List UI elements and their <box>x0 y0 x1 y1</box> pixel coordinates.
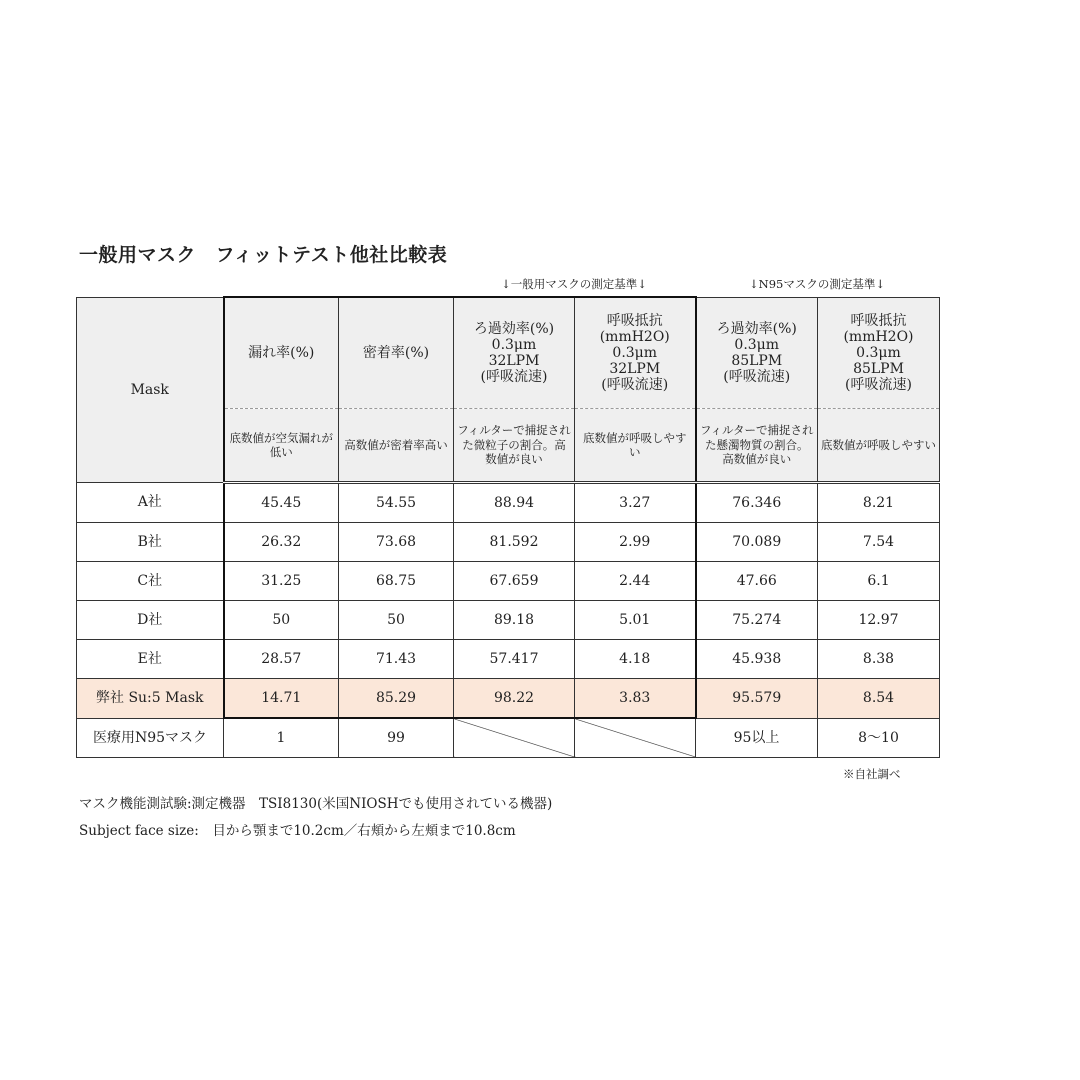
table-cell: 95以上 <box>696 718 818 758</box>
table-cell: 50 <box>224 601 339 640</box>
table-cell: 5.01 <box>575 601 696 640</box>
column-header: ろ過効率(%) 0.3μm 85LPM (呼吸流速) <box>696 297 818 409</box>
row-label: D社 <box>77 601 224 640</box>
table-cell: 50 <box>339 601 454 640</box>
row-label: 弊社 Su:5 Mask <box>77 679 224 719</box>
table-cell: 81.592 <box>454 523 575 562</box>
table-cell: 76.346 <box>696 483 818 523</box>
not-applicable-cell <box>454 718 575 758</box>
column-header: 呼吸抵抗 (mmH2O) 0.3μm 85LPM (呼吸流速) <box>818 297 940 409</box>
table-cell: 7.54 <box>818 523 940 562</box>
general-standard-label: ↓一般用マスクの測定基準↓ <box>501 277 647 291</box>
table-cell: 88.94 <box>454 483 575 523</box>
table-row <box>77 562 940 601</box>
row-label: 医療用N95マスク <box>77 718 224 758</box>
table-cell: 68.75 <box>339 562 454 601</box>
table-row <box>77 718 940 758</box>
table-cell: 2.99 <box>575 523 696 562</box>
table-cell: 75.274 <box>696 601 818 640</box>
table-cell: 8.38 <box>818 640 940 679</box>
table-row <box>77 640 940 679</box>
header-row <box>77 297 940 409</box>
table-cell: 6.1 <box>818 562 940 601</box>
row-label: B社 <box>77 523 224 562</box>
table-cell: 8.54 <box>818 679 940 719</box>
table-cell: 3.27 <box>575 483 696 523</box>
column-header: 漏れ率(%) <box>224 297 339 409</box>
column-description: フィルターで捕捉された微粒子の割合。高数値が良い <box>454 409 575 483</box>
source-note: ※自社調べ <box>843 767 901 781</box>
column-description: フィルターで捕捉された懸濁物質の割合。高数値が良い <box>696 409 818 483</box>
table-cell: 85.29 <box>339 679 454 719</box>
comparison-table <box>76 296 940 758</box>
table-cell: 31.25 <box>224 562 339 601</box>
table-cell: 70.089 <box>696 523 818 562</box>
table-cell: 47.66 <box>696 562 818 601</box>
table-cell: 3.83 <box>575 679 696 719</box>
column-header: ろ過効率(%) 0.3μm 32LPM (呼吸流速) <box>454 297 575 409</box>
table-cell: 2.44 <box>575 562 696 601</box>
footnote-face-size: Subject face size: 目から顎まで10.2cm／右頬から左頬まで10.8cm <box>79 823 516 839</box>
table-cell: 73.68 <box>339 523 454 562</box>
column-header: 呼吸抵抗 (mmH2O) 0.3μm 32LPM (呼吸流速) <box>575 297 696 409</box>
table-cell: 45.938 <box>696 640 818 679</box>
column-description: 底数値が呼吸しやすい <box>818 409 940 483</box>
table-cell: 57.417 <box>454 640 575 679</box>
table-cell: 98.22 <box>454 679 575 719</box>
row-label: A社 <box>77 483 224 523</box>
table-cell: 54.55 <box>339 483 454 523</box>
page-title: 一般用マスク フィットテスト他社比較表 <box>79 244 448 266</box>
table-cell: 1 <box>224 718 339 758</box>
mask-column-header: Mask <box>77 297 224 483</box>
table-cell: 4.18 <box>575 640 696 679</box>
table-cell: 89.18 <box>454 601 575 640</box>
table-cell: 71.43 <box>339 640 454 679</box>
table-cell: 26.32 <box>224 523 339 562</box>
highlighted-row <box>77 679 940 719</box>
n95-standard-label: ↓N95マスクの測定基準↓ <box>749 277 885 291</box>
table-row <box>77 523 940 562</box>
table-cell: 28.57 <box>224 640 339 679</box>
table-cell: 45.45 <box>224 483 339 523</box>
table-cell: 95.579 <box>696 679 818 719</box>
table-cell: 67.659 <box>454 562 575 601</box>
footnote-equipment: マスク機能測試験:測定機器 TSI8130(米国NIOSHでも使用されている機器) <box>79 796 553 812</box>
not-applicable-cell <box>575 718 696 758</box>
column-header: 密着率(%) <box>339 297 454 409</box>
table-cell: 99 <box>339 718 454 758</box>
table-cell: 8〜10 <box>818 718 940 758</box>
table-row <box>77 601 940 640</box>
table-row <box>77 483 940 523</box>
column-description: 底数値が空気漏れが低い <box>224 409 339 483</box>
column-description: 高数値が密着率高い <box>339 409 454 483</box>
table-cell: 14.71 <box>224 679 339 719</box>
row-label: E社 <box>77 640 224 679</box>
column-description: 底数値が呼吸しやすい <box>575 409 696 483</box>
table-cell: 8.21 <box>818 483 940 523</box>
row-label: C社 <box>77 562 224 601</box>
table-cell: 12.97 <box>818 601 940 640</box>
